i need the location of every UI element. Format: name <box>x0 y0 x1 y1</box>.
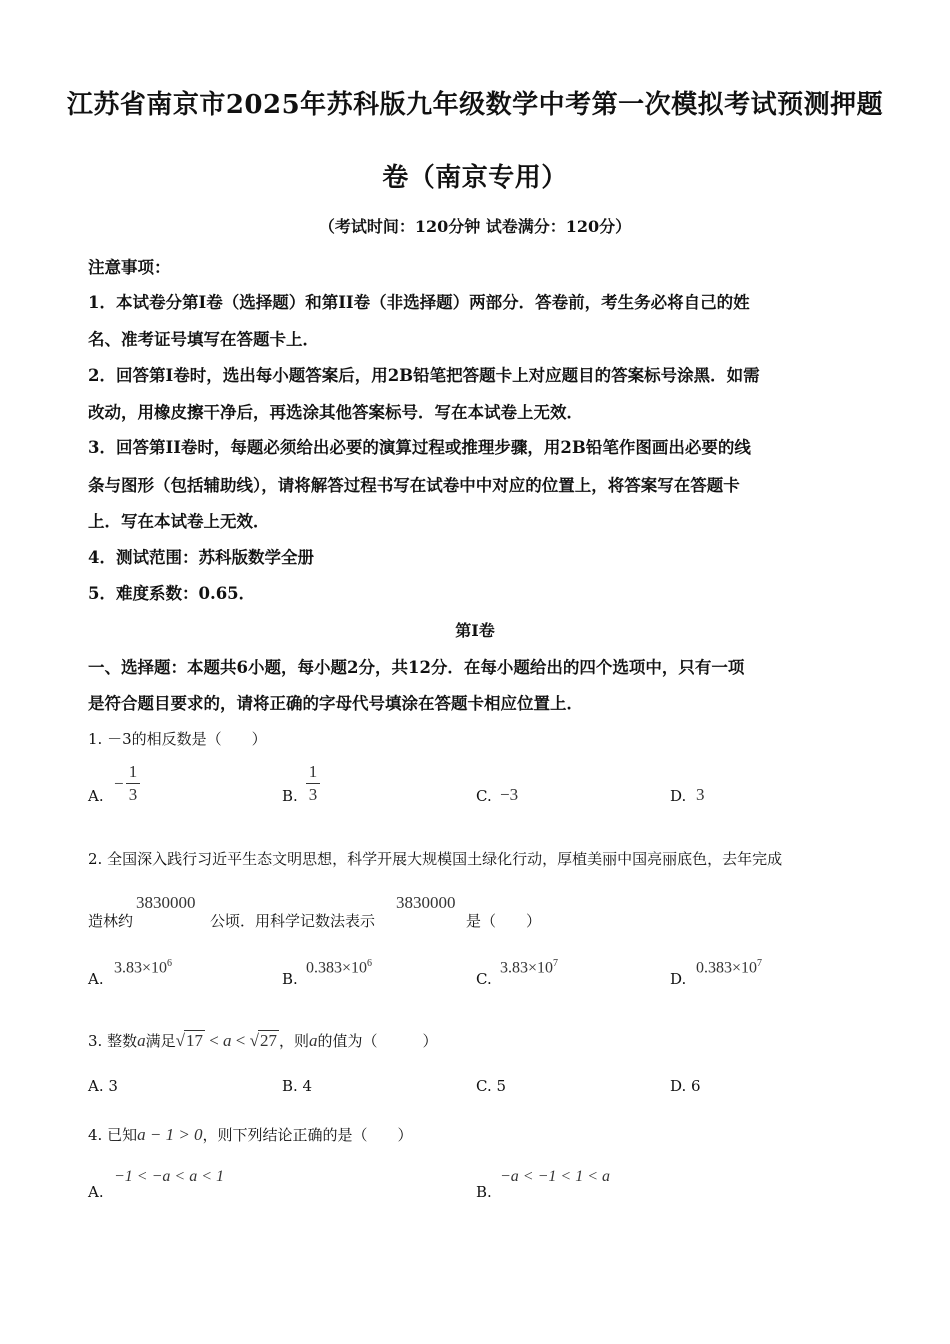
q3-var: a <box>309 1031 318 1050</box>
title-line-1: 江苏省南京市2025年苏科版九年级数学中考第一次模拟考试预测押题 <box>66 90 884 120</box>
mantissa: 0.383×10 <box>306 959 368 977</box>
q3-option-a: A. 3 <box>88 1077 118 1095</box>
q3-post1: ，则 <box>278 1032 309 1050</box>
q1-option-d-value: 3 <box>696 785 705 804</box>
q2-option-d-label: D. <box>670 970 687 988</box>
title-line-2: 卷（南京专用） <box>382 163 568 193</box>
q3-var: a <box>223 1031 232 1050</box>
notice-heading: 注意事项： <box>88 258 171 277</box>
q2-option-a-value <box>114 958 172 977</box>
fraction-denominator: 3 <box>128 785 138 804</box>
fraction-numerator: 1 <box>128 762 138 781</box>
q1-option-c-value: −3 <box>500 785 519 804</box>
q4-option-a-value: −1 < −a < a < 1 <box>114 1168 224 1185</box>
notice-line: 4．测试范围：苏科版数学全册 <box>88 548 314 567</box>
q2-option-c-label: C. <box>476 970 492 988</box>
section-title: 第I卷 <box>455 621 495 640</box>
q1-option-c-label: C. <box>476 787 492 805</box>
q3-option-d: D. 6 <box>670 1077 701 1095</box>
q2-stem-mid: 公顷．用科学记数法表示 <box>210 912 376 930</box>
q1-option-a-minus: − <box>114 774 124 793</box>
q3-lt: < <box>204 1031 224 1050</box>
exponent: 7 <box>757 958 763 969</box>
mantissa: 3.83×10 <box>114 959 168 977</box>
fraction-numerator: 1 <box>308 762 318 781</box>
mantissa: 0.383×10 <box>696 959 758 977</box>
q2-stem-pre: 造林约 <box>88 912 134 930</box>
q4-post: ，则下列结论正确的是（ ） <box>202 1126 413 1144</box>
q2-option-b-label: B. <box>282 970 298 988</box>
fraction-bar <box>306 783 320 784</box>
q4-option-b-value: −a < −1 < 1 < a <box>500 1168 610 1185</box>
fraction-denominator: 3 <box>308 785 318 804</box>
mantissa: 3.83×10 <box>500 959 554 977</box>
q1-option-d-label: D. <box>670 787 687 805</box>
sqrt-sign-icon: √ <box>175 1031 185 1050</box>
exponent: 6 <box>367 958 373 969</box>
q3-option-b: B. 4 <box>282 1077 313 1095</box>
q1-option-b-fraction <box>306 762 320 806</box>
notice-line: 2．回答第I卷时，选出每小题答案后，用2B铅笔把答题卡上对应题目的答案标号涂黑．如需 <box>88 366 760 385</box>
notice-line: 条与图形（包括辅助线），请将解答过程书写在试卷中中对应的位置上，将答案写在答题卡 <box>88 476 740 495</box>
sqrt-sign-icon: √ <box>249 1031 259 1050</box>
notice-line: 5．难度系数：0.65． <box>88 584 256 603</box>
q3-post2: 的值为（ ） <box>317 1032 438 1050</box>
q2-number-repeat: 3830000 <box>396 893 456 912</box>
q1-option-a-label: A. <box>88 787 104 805</box>
exam-info: （考试时间：120分钟 试卷满分：120分） <box>318 217 632 236</box>
q4-option-a-label: A. <box>88 1183 104 1201</box>
q3-option-c: C. 5 <box>476 1077 507 1095</box>
notice-line: 改动，用橡皮擦干净后，再选涂其他答案标号．写在本试卷上无效． <box>88 403 583 422</box>
q4-condition: a − 1 > 0 <box>137 1125 203 1144</box>
q3-pre: 3. 整数 <box>88 1032 138 1050</box>
question-1-stem: 1. －3的相反数是（ ） <box>88 730 267 748</box>
q1-option-b-label: B. <box>282 787 298 805</box>
q2-option-c-value <box>500 958 558 977</box>
q3-mid: 满足 <box>145 1032 176 1050</box>
fraction-bar <box>126 783 140 784</box>
q4-pre: 4. 已知 <box>88 1126 138 1144</box>
q1-option-a-fraction <box>126 762 140 806</box>
section-intro-line: 是符合题目要求的，请将正确的字母代号填涂在答题卡相应位置上． <box>88 694 583 713</box>
q2-option-b-value <box>306 958 372 977</box>
notice-line: 上．写在本试卷上无效． <box>88 512 270 531</box>
q3-lt: < <box>231 1031 250 1050</box>
q2-option-d-value <box>696 958 762 977</box>
section-intro-line: 一、选择题：本题共6小题，每小题2分，共12分．在每小题给出的四个选项中，只有一项 <box>88 658 745 677</box>
question-3-stem <box>88 1030 438 1051</box>
q3-var: a <box>137 1031 146 1050</box>
q3-radicand-2: 27 <box>259 1031 277 1050</box>
question-2-stem: 2. 全国深入践行习近平生态文明思想，科学开展大规模国土绿化行动，厚植美丽中国亮丽底色，去年完成 <box>88 850 783 868</box>
q4-option-b-label: B. <box>476 1183 492 1201</box>
q3-radicand-1: 17 <box>185 1031 203 1050</box>
notice-line: 名、准考证号填写在答题卡上． <box>88 330 319 349</box>
exponent: 6 <box>167 958 173 969</box>
question-4-stem <box>88 1124 413 1145</box>
q2-option-a-label: A. <box>88 970 104 988</box>
q2-number: 3830000 <box>136 893 196 912</box>
notice-line: 3．回答第II卷时，每题必须给出必要的演算过程或推理步骤，用2B铅笔作图画出必要的线 <box>88 438 751 457</box>
q2-stem-post: 是（ ） <box>466 912 542 930</box>
notice-line: 1．本试卷分第I卷（选择题）和第II卷（非选择题）两部分．答卷前，考生务必将自己的姓 <box>88 293 750 312</box>
exponent: 7 <box>553 958 559 969</box>
